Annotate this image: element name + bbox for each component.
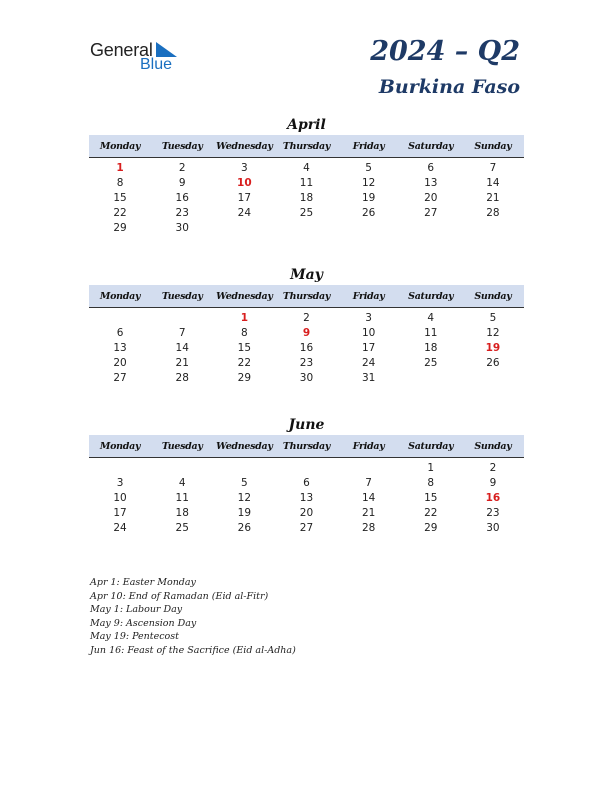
day-cell: 23: [486, 507, 500, 519]
weekday-header: Wednesday: [213, 435, 275, 458]
day-cell: 21: [486, 192, 500, 204]
holiday-day-cell: 1: [116, 162, 124, 174]
holiday-day-cell: 10: [237, 177, 252, 189]
day-cell: 15: [424, 492, 438, 504]
day-cell: 15: [237, 342, 252, 354]
day-cell: 8: [241, 327, 248, 339]
empty-cell: [89, 308, 151, 327]
calendar-table: [89, 135, 524, 236]
week-row: [89, 356, 524, 371]
empty-cell: [338, 221, 400, 236]
calendar-table: [89, 435, 524, 536]
day-cell: 7: [178, 327, 186, 339]
weekday-header: Friday: [338, 285, 400, 308]
empty-cell: [400, 221, 462, 236]
weekday-header: Sunday: [462, 135, 524, 158]
day-cell: 11: [175, 492, 189, 504]
empty-cell: [275, 458, 337, 477]
day-cell: 6: [116, 327, 124, 339]
holiday-note: May 9: Ascension Day: [90, 617, 197, 629]
week-row: [89, 191, 524, 206]
day-cell: 26: [237, 522, 252, 534]
day-cell: 16: [175, 192, 189, 204]
day-cell: 19: [237, 507, 252, 519]
weekday-header: Wednesday: [213, 135, 275, 158]
week-row: [89, 491, 524, 506]
day-cell: 23: [299, 357, 314, 369]
month-april: [89, 115, 524, 236]
day-cell: 2: [178, 162, 186, 174]
day-cell: 12: [361, 177, 376, 189]
day-cell: 20: [299, 507, 314, 519]
day-cell: 4: [178, 477, 186, 489]
day-cell: 30: [299, 372, 314, 384]
day-cell: 6: [303, 477, 310, 489]
empty-cell: [275, 221, 337, 236]
holiday-day-cell: 9: [302, 327, 311, 339]
weekday-header: Thursday: [275, 285, 337, 308]
weekday-header: Saturday: [400, 285, 462, 308]
week-row: [89, 206, 524, 221]
logo-text-blue: Blue: [140, 56, 173, 73]
empty-cell: [400, 371, 462, 386]
day-cell: 2: [303, 312, 310, 324]
day-cell: 14: [361, 492, 376, 504]
day-cell: 17: [237, 192, 252, 204]
day-cell: 30: [486, 522, 500, 534]
day-cell: 25: [299, 207, 314, 219]
day-cell: 5: [365, 162, 372, 174]
week-row: [89, 458, 524, 477]
day-cell: 31: [361, 372, 376, 384]
day-cell: 24: [113, 522, 127, 534]
day-cell: 6: [427, 162, 435, 174]
day-cell: 11: [424, 327, 438, 339]
month-may: [89, 265, 524, 386]
day-cell: 14: [175, 342, 189, 354]
holiday-day-cell: 19: [485, 342, 501, 354]
day-cell: 25: [175, 522, 189, 534]
day-cell: 27: [424, 207, 438, 219]
day-cell: 28: [486, 207, 500, 219]
empty-cell: [89, 458, 151, 477]
day-cell: 20: [113, 357, 127, 369]
weekday-header: Monday: [89, 435, 151, 458]
week-row: [89, 176, 524, 191]
calendar-table: [89, 285, 524, 386]
day-cell: 29: [424, 522, 438, 534]
empty-cell: [151, 308, 213, 327]
day-cell: 25: [424, 357, 438, 369]
holiday-notes: [90, 576, 296, 658]
week-row: [89, 308, 524, 327]
country-name: Burkina Faso: [378, 76, 520, 98]
day-cell: 3: [241, 162, 248, 174]
weekday-header: Wednesday: [213, 285, 275, 308]
day-cell: 27: [113, 372, 127, 384]
week-row: [89, 341, 524, 356]
month-title: May: [290, 267, 323, 283]
day-cell: 2: [489, 462, 497, 474]
day-cell: 16: [299, 342, 314, 354]
holiday-note: May 1: Labour Day: [90, 604, 183, 616]
day-cell: 13: [424, 177, 438, 189]
day-cell: 4: [427, 312, 435, 324]
day-cell: 23: [175, 207, 189, 219]
day-cell: 22: [113, 207, 127, 219]
day-cell: 26: [361, 207, 376, 219]
day-cell: 4: [303, 162, 310, 174]
day-cell: 12: [486, 327, 500, 339]
day-cell: 17: [113, 507, 127, 519]
day-cell: 24: [237, 207, 252, 219]
day-cell: 19: [361, 192, 376, 204]
day-cell: 26: [486, 357, 500, 369]
day-cell: 7: [365, 477, 372, 489]
weekday-header: Tuesday: [151, 435, 213, 458]
holiday-note: May 19: Pentecost: [90, 631, 179, 643]
week-row: [89, 326, 524, 341]
day-cell: 15: [113, 192, 127, 204]
weekday-header: Saturday: [400, 135, 462, 158]
weekday-header: Friday: [338, 435, 400, 458]
weekday-header: Saturday: [400, 435, 462, 458]
day-cell: 3: [116, 477, 124, 489]
day-cell: 17: [361, 342, 376, 354]
day-cell: 5: [489, 312, 497, 324]
week-row: [89, 158, 524, 177]
day-cell: 22: [237, 357, 252, 369]
day-cell: 12: [237, 492, 252, 504]
weekday-header: Sunday: [462, 285, 524, 308]
weekday-header: Monday: [89, 135, 151, 158]
day-cell: 3: [365, 312, 372, 324]
page-title: 2024 – Q2: [370, 36, 520, 67]
day-cell: 21: [175, 357, 189, 369]
empty-cell: [213, 458, 275, 477]
holiday-note: Jun 16: Feast of the Sacrifice (Eid al-Adha): [90, 644, 296, 656]
day-cell: 29: [237, 372, 252, 384]
month-june: [89, 415, 524, 536]
weekday-header: Thursday: [275, 435, 337, 458]
weekday-header: Tuesday: [151, 135, 213, 158]
day-cell: 18: [175, 507, 189, 519]
week-row: [89, 506, 524, 521]
day-cell: 10: [361, 327, 376, 339]
weekday-header: Monday: [89, 285, 151, 308]
generalblue-logo: [90, 40, 190, 76]
day-cell: 7: [489, 162, 497, 174]
holiday-day-cell: 16: [485, 492, 501, 504]
empty-cell: [338, 458, 400, 477]
day-cell: 1: [427, 462, 435, 474]
day-cell: 18: [299, 192, 314, 204]
week-row: [89, 371, 524, 386]
weekday-header: Sunday: [462, 435, 524, 458]
week-row: [89, 521, 524, 536]
holiday-note: Apr 10: End of Ramadan (Eid al-Fitr): [90, 590, 269, 602]
day-cell: 20: [424, 192, 438, 204]
holiday-note: Apr 1: Easter Monday: [90, 577, 196, 588]
weekday-header: Tuesday: [151, 285, 213, 308]
day-cell: 30: [175, 222, 189, 234]
day-cell: 8: [116, 177, 124, 189]
day-cell: 29: [113, 222, 127, 234]
day-cell: 13: [299, 492, 314, 504]
day-cell: 27: [299, 522, 314, 534]
day-cell: 14: [486, 177, 500, 189]
day-cell: 11: [299, 177, 314, 189]
month-title: April: [287, 117, 326, 133]
day-cell: 22: [424, 507, 438, 519]
month-title: June: [288, 417, 325, 433]
day-cell: 28: [361, 522, 376, 534]
day-cell: 28: [175, 372, 189, 384]
day-cell: 8: [427, 477, 435, 489]
day-cell: 13: [113, 342, 127, 354]
day-cell: 21: [361, 507, 376, 519]
empty-cell: [213, 221, 275, 236]
week-row: [89, 221, 524, 236]
empty-cell: [462, 371, 524, 386]
day-cell: 9: [178, 177, 186, 189]
day-cell: 5: [241, 477, 248, 489]
weekday-header: Thursday: [275, 135, 337, 158]
empty-cell: [151, 458, 213, 477]
day-cell: 10: [113, 492, 127, 504]
day-cell: 18: [424, 342, 438, 354]
weekday-header: Friday: [338, 135, 400, 158]
holiday-day-cell: 1: [240, 312, 248, 324]
day-cell: 9: [489, 477, 497, 489]
week-row: [89, 476, 524, 491]
day-cell: 24: [361, 357, 376, 369]
logo-text-general: General: [90, 40, 153, 60]
empty-cell: [462, 221, 524, 236]
